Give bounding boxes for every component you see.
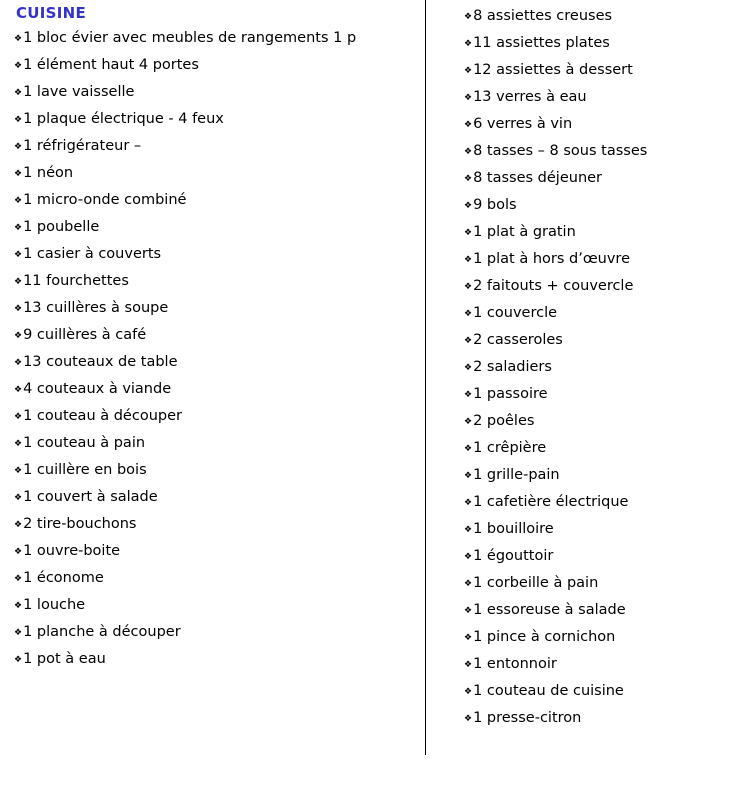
list-item-label: 1 casier à couverts	[23, 246, 162, 262]
list-item	[464, 436, 733, 463]
list-item-label: 1 planche à découper	[23, 624, 181, 640]
list-item	[14, 215, 425, 242]
list-item-label: 1 pince à cornichon	[473, 629, 616, 645]
diamond-bullet-icon: ❖	[14, 547, 23, 557]
list-item-label: 1 élément haut 4 portes	[23, 57, 199, 73]
diamond-bullet-icon: ❖	[14, 601, 23, 611]
list-item	[464, 31, 733, 58]
list-item	[464, 517, 733, 544]
list-item	[14, 26, 425, 53]
diamond-bullet-icon: ❖	[14, 169, 23, 179]
list-item-label: 1 passoire	[473, 386, 548, 402]
list-item-label: 1 bloc évier avec meubles de rangements 1 p	[23, 30, 357, 46]
list-item	[464, 355, 733, 382]
diamond-bullet-icon: ❖	[464, 552, 473, 562]
list-item-label: 1 égouttoir	[473, 548, 554, 564]
list-item-label: 1 plaque électrique - 4 feux	[23, 111, 224, 127]
list-item	[14, 188, 425, 215]
list-item	[14, 539, 425, 566]
list-item-label: 1 couteau de cuisine	[473, 683, 624, 699]
list-item	[14, 269, 425, 296]
left-item-list	[14, 26, 425, 674]
list-item-label: 1 lave vaisselle	[23, 84, 135, 100]
list-item	[464, 220, 733, 247]
diamond-bullet-icon: ❖	[464, 714, 473, 724]
diamond-bullet-icon: ❖	[464, 687, 473, 697]
list-item	[464, 571, 733, 598]
list-item	[14, 647, 425, 674]
list-item	[464, 274, 733, 301]
list-item	[14, 107, 425, 134]
list-item	[464, 4, 733, 31]
diamond-bullet-icon: ❖	[464, 39, 473, 49]
diamond-bullet-icon: ❖	[464, 12, 473, 22]
diamond-bullet-icon: ❖	[464, 633, 473, 643]
diamond-bullet-icon: ❖	[14, 223, 23, 233]
list-item-label: 2 saladiers	[473, 359, 552, 375]
list-item-label: 1 corbeille à pain	[473, 575, 599, 591]
list-item-label: 8 tasses – 8 sous tasses	[473, 143, 648, 159]
list-item	[14, 458, 425, 485]
list-item	[14, 431, 425, 458]
list-item-label: 2 poêles	[473, 413, 535, 429]
list-item-label: 1 cuillère en bois	[23, 462, 147, 478]
list-item	[14, 242, 425, 269]
diamond-bullet-icon: ❖	[14, 196, 23, 206]
diamond-bullet-icon: ❖	[464, 498, 473, 508]
right-item-list	[464, 4, 733, 733]
list-item-label: 1 ouvre-boite	[23, 543, 121, 559]
list-item-label: 1 presse-citron	[473, 710, 582, 726]
list-item	[464, 463, 733, 490]
diamond-bullet-icon: ❖	[14, 520, 23, 530]
list-item	[14, 296, 425, 323]
list-item	[464, 85, 733, 112]
list-item-label: 1 crêpière	[473, 440, 547, 456]
list-item-label: 1 néon	[23, 165, 74, 181]
diamond-bullet-icon: ❖	[464, 417, 473, 427]
diamond-bullet-icon: ❖	[14, 250, 23, 260]
diamond-bullet-icon: ❖	[464, 282, 473, 292]
list-item	[464, 193, 733, 220]
list-item	[14, 350, 425, 377]
right-column	[426, 0, 733, 733]
diamond-bullet-icon: ❖	[14, 88, 23, 98]
diamond-bullet-icon: ❖	[14, 439, 23, 449]
list-item	[14, 566, 425, 593]
diamond-bullet-icon: ❖	[14, 142, 23, 152]
diamond-bullet-icon: ❖	[464, 255, 473, 265]
list-item	[464, 247, 733, 274]
list-item	[14, 485, 425, 512]
list-item	[464, 382, 733, 409]
list-item	[14, 161, 425, 188]
list-item	[464, 625, 733, 652]
list-item-label: 1 poubelle	[23, 219, 100, 235]
list-item-label: 11 fourchettes	[23, 273, 129, 289]
diamond-bullet-icon: ❖	[464, 120, 473, 130]
list-item-label: 9 cuillères à café	[23, 327, 147, 343]
list-item-label: 1 plat à hors d’œuvre	[473, 251, 630, 267]
list-item-label: 1 économe	[23, 570, 104, 586]
list-item-label: 1 réfrigérateur –	[23, 138, 142, 154]
diamond-bullet-icon: ❖	[464, 363, 473, 373]
list-item	[464, 166, 733, 193]
list-item-label: 1 essoreuse à salade	[473, 602, 626, 618]
list-item-label: 13 verres à eau	[473, 89, 587, 105]
list-item-label: 12 assiettes à dessert	[473, 62, 633, 78]
diamond-bullet-icon: ❖	[464, 444, 473, 454]
list-item-label: 1 cafetière électrique	[473, 494, 629, 510]
diamond-bullet-icon: ❖	[464, 336, 473, 346]
diamond-bullet-icon: ❖	[14, 574, 23, 584]
diamond-bullet-icon: ❖	[14, 412, 23, 422]
diamond-bullet-icon: ❖	[464, 606, 473, 616]
list-item	[464, 58, 733, 85]
list-item-label: 1 couvert à salade	[23, 489, 158, 505]
list-item-label: 1 entonnoir	[473, 656, 557, 672]
list-item	[14, 134, 425, 161]
list-item	[14, 323, 425, 350]
list-item-label: 1 plat à gratin	[473, 224, 576, 240]
list-item	[464, 328, 733, 355]
list-item	[464, 652, 733, 679]
diamond-bullet-icon: ❖	[14, 331, 23, 341]
list-item-label: 1 pot à eau	[23, 651, 106, 667]
diamond-bullet-icon: ❖	[464, 390, 473, 400]
list-item-label: 1 micro-onde combiné	[23, 192, 187, 208]
diamond-bullet-icon: ❖	[464, 579, 473, 589]
diamond-bullet-icon: ❖	[14, 358, 23, 368]
list-item-label: 1 bouilloire	[473, 521, 554, 537]
list-item-label: 9 bols	[473, 197, 517, 213]
diamond-bullet-icon: ❖	[14, 304, 23, 314]
list-item	[14, 404, 425, 431]
list-item	[464, 139, 733, 166]
list-item	[14, 53, 425, 80]
list-item-label: 2 faitouts + couvercle	[473, 278, 634, 294]
list-item	[464, 490, 733, 517]
list-item-label: 1 grille-pain	[473, 467, 560, 483]
diamond-bullet-icon: ❖	[14, 115, 23, 125]
diamond-bullet-icon: ❖	[14, 34, 23, 44]
list-item	[464, 301, 733, 328]
list-item	[464, 112, 733, 139]
diamond-bullet-icon: ❖	[14, 628, 23, 638]
list-item-label: 11 assiettes plates	[473, 35, 610, 51]
list-item	[464, 679, 733, 706]
list-item-label: 8 tasses déjeuner	[473, 170, 603, 186]
diamond-bullet-icon: ❖	[14, 655, 23, 665]
list-item-label: 1 couvercle	[473, 305, 558, 321]
list-item-label: 6 verres à vin	[473, 116, 573, 132]
list-item	[464, 598, 733, 625]
list-item	[464, 544, 733, 571]
list-item	[14, 80, 425, 107]
list-item-label: 1 louche	[23, 597, 86, 613]
list-item	[14, 593, 425, 620]
diamond-bullet-icon: ❖	[14, 493, 23, 503]
list-item-label: 1 couteau à découper	[23, 408, 182, 424]
left-column	[0, 0, 425, 674]
list-item	[464, 409, 733, 436]
list-item	[14, 512, 425, 539]
list-item-label: 1 couteau à pain	[23, 435, 146, 451]
diamond-bullet-icon: ❖	[464, 228, 473, 238]
page-title: CUISINE	[16, 4, 87, 22]
diamond-bullet-icon: ❖	[464, 471, 473, 481]
diamond-bullet-icon: ❖	[464, 147, 473, 157]
diamond-bullet-icon: ❖	[14, 61, 23, 71]
diamond-bullet-icon: ❖	[464, 174, 473, 184]
diamond-bullet-icon: ❖	[464, 525, 473, 535]
list-item-label: 13 couteaux de table	[23, 354, 178, 370]
list-item-label: 2 tire-bouchons	[23, 516, 137, 532]
diamond-bullet-icon: ❖	[14, 277, 23, 287]
diamond-bullet-icon: ❖	[14, 385, 23, 395]
list-item-label: 13 cuillères à soupe	[23, 300, 169, 316]
diamond-bullet-icon: ❖	[464, 66, 473, 76]
diamond-bullet-icon: ❖	[464, 201, 473, 211]
list-item-label: 4 couteaux à viande	[23, 381, 172, 397]
diamond-bullet-icon: ❖	[464, 660, 473, 670]
list-item	[14, 377, 425, 404]
diamond-bullet-icon: ❖	[464, 93, 473, 103]
list-item-label: 2 casseroles	[473, 332, 563, 348]
diamond-bullet-icon: ❖	[464, 309, 473, 319]
list-item-label: 8 assiettes creuses	[473, 8, 613, 24]
list-item	[464, 706, 733, 733]
list-item	[14, 620, 425, 647]
diamond-bullet-icon: ❖	[14, 466, 23, 476]
